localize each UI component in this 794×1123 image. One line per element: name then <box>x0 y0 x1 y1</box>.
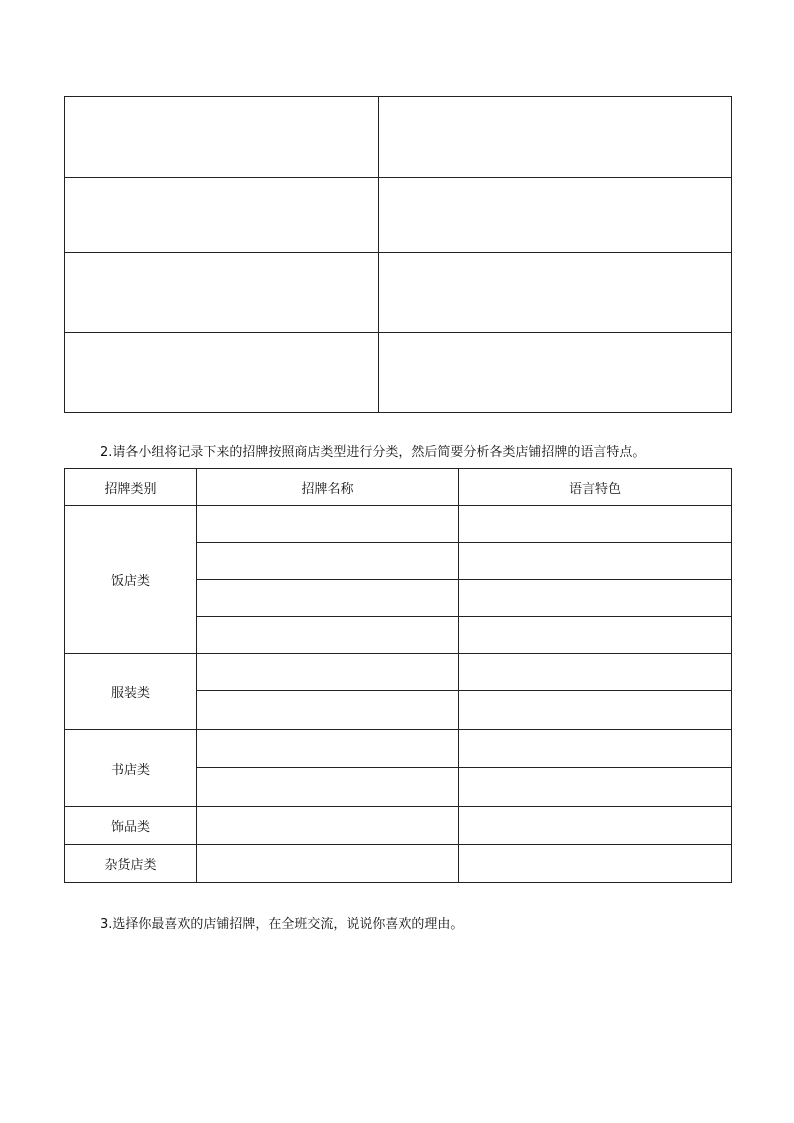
sign-name-cell[interactable] <box>197 617 459 654</box>
category-accessories: 饰品类 <box>65 807 197 845</box>
language-feature-cell[interactable] <box>459 506 732 543</box>
blank-cell[interactable] <box>65 253 379 333</box>
classification-table <box>64 468 732 883</box>
sign-name-cell[interactable] <box>197 543 459 580</box>
sign-name-cell[interactable] <box>197 768 459 807</box>
header-category: 招牌类别 <box>65 469 197 506</box>
table-row <box>65 506 732 543</box>
blank-cell[interactable] <box>65 333 379 413</box>
language-feature-cell[interactable] <box>459 654 732 691</box>
language-feature-cell[interactable] <box>459 580 732 617</box>
table-row <box>65 253 732 333</box>
question-3-text: 3.选择你最喜欢的店铺招牌，在全班交流，说说你喜欢的理由。 <box>100 917 464 932</box>
language-feature-cell[interactable] <box>459 730 732 768</box>
table-row <box>65 654 732 691</box>
blank-cell[interactable] <box>65 178 379 253</box>
blank-cell[interactable] <box>379 253 732 333</box>
top-blank-table <box>64 96 732 413</box>
table-row <box>65 845 732 883</box>
language-feature-cell[interactable] <box>459 543 732 580</box>
category-grocery: 杂货店类 <box>65 845 197 883</box>
language-feature-cell[interactable] <box>459 807 732 845</box>
language-feature-cell[interactable] <box>459 617 732 654</box>
sign-name-cell[interactable] <box>197 506 459 543</box>
sign-name-cell[interactable] <box>197 845 459 883</box>
question-2-text: 2.请各小组将记录下来的招牌按照商店类型进行分类，然后简要分析各类店铺招牌的语言特点。 <box>100 445 646 460</box>
category-clothing: 服装类 <box>65 654 197 730</box>
table-row <box>65 730 732 768</box>
sign-name-cell[interactable] <box>197 691 459 730</box>
table-header-row <box>65 469 732 506</box>
language-feature-cell[interactable] <box>459 768 732 807</box>
table-row <box>65 333 732 413</box>
sign-name-cell[interactable] <box>197 807 459 845</box>
sign-name-cell[interactable] <box>197 580 459 617</box>
blank-cell[interactable] <box>379 333 732 413</box>
table-row <box>65 178 732 253</box>
blank-cell[interactable] <box>379 97 732 178</box>
header-sign-name: 招牌名称 <box>197 469 459 506</box>
table-row <box>65 807 732 845</box>
language-feature-cell[interactable] <box>459 691 732 730</box>
header-language-features: 语言特色 <box>459 469 732 506</box>
sign-name-cell[interactable] <box>197 730 459 768</box>
category-bookstore: 书店类 <box>65 730 197 807</box>
sign-name-cell[interactable] <box>197 654 459 691</box>
table-row <box>65 97 732 178</box>
language-feature-cell[interactable] <box>459 845 732 883</box>
blank-cell[interactable] <box>65 97 379 178</box>
category-restaurant: 饭店类 <box>65 506 197 654</box>
blank-cell[interactable] <box>379 178 732 253</box>
